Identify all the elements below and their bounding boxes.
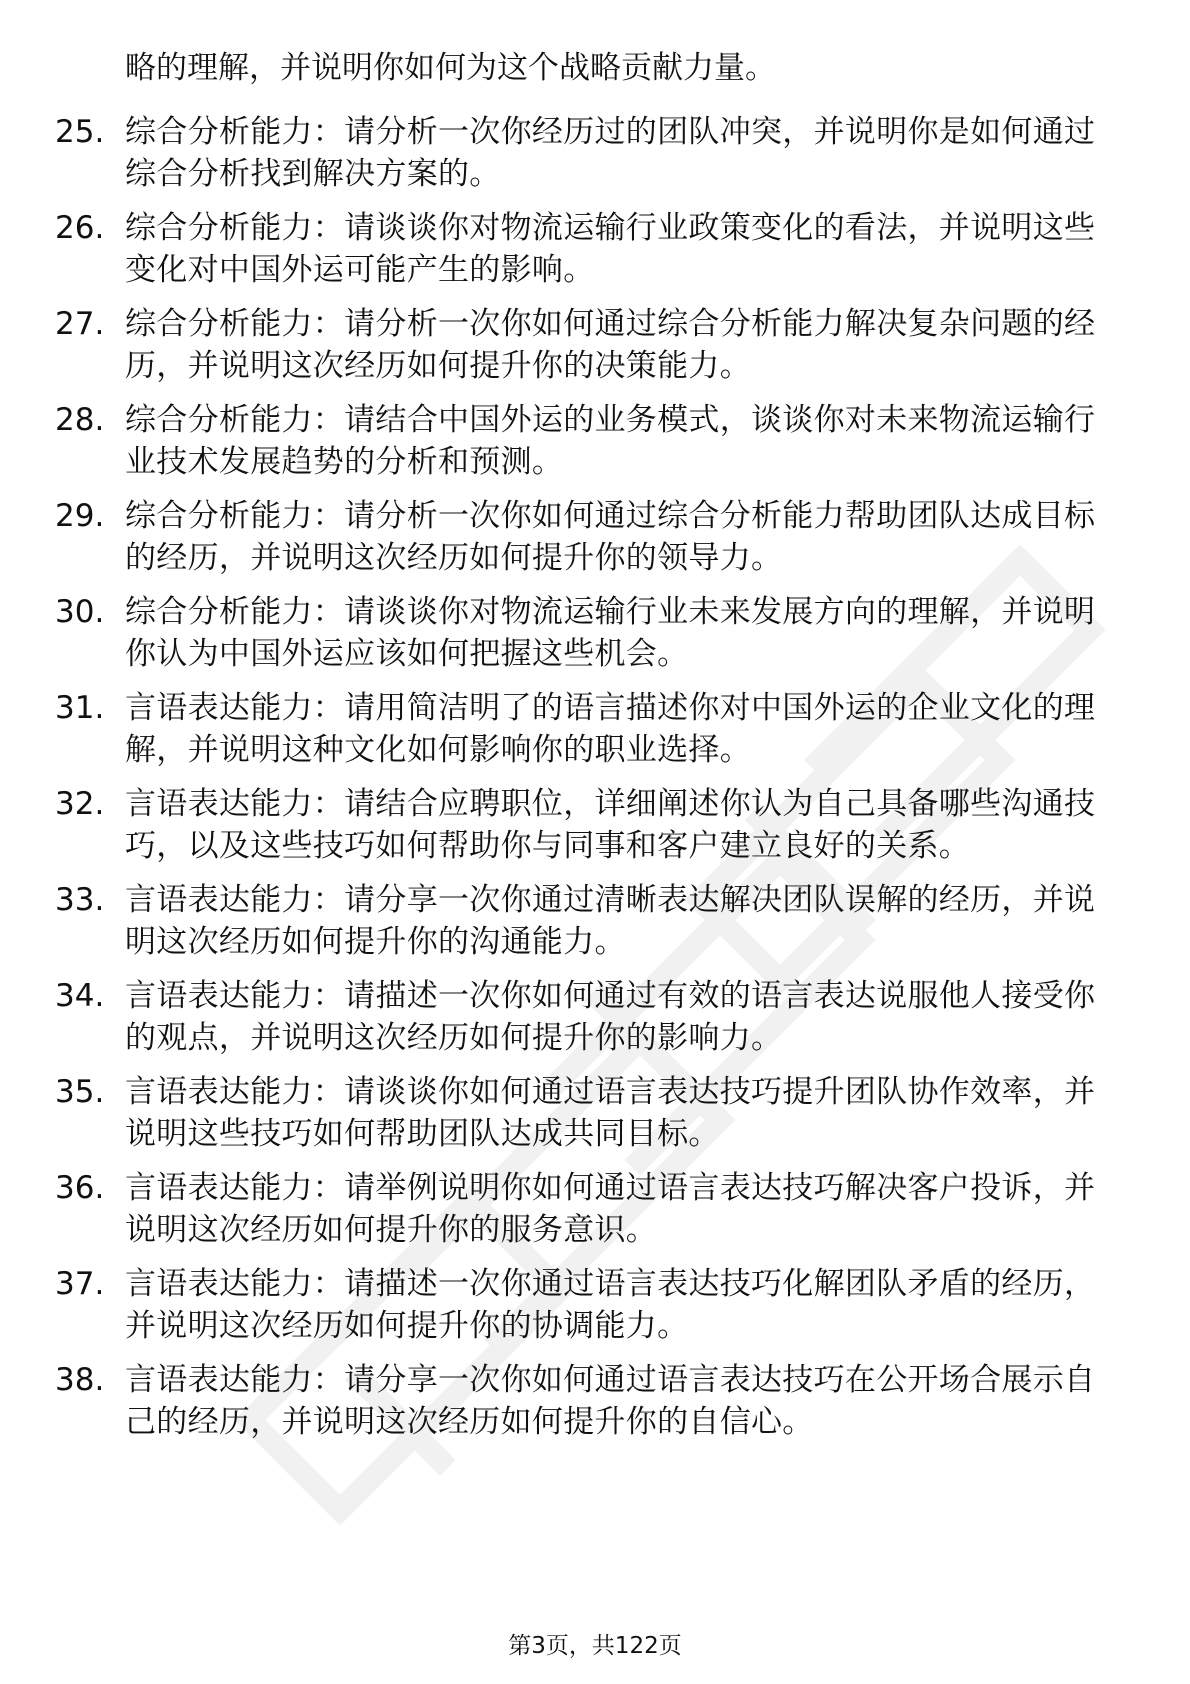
question-number: 27.: [55, 306, 105, 342]
question-number: 36.: [55, 1170, 105, 1206]
question-text: 综合分析能力：请谈谈你对物流运输行业未来发展方向的理解，并说明你认为中国外运应该如何把握这些机会。: [125, 594, 1096, 672]
question-text: 言语表达能力：请分享一次你如何通过语言表达技巧在公开场合展示自己的经历，并说明这次经历如何提升你的自信心。: [125, 1362, 1096, 1440]
question-number: 30.: [55, 594, 105, 630]
question-text: 综合分析能力：请分析一次你经历过的团队冲突，并说明你是如何通过综合分析找到解决方案的。: [125, 114, 1096, 192]
list-item: [55, 303, 1130, 387]
question-number: 26.: [55, 210, 105, 246]
question-number: 34.: [55, 978, 105, 1014]
continuation-text: 略的理解，并说明你如何为这个战略贡献力量。: [125, 50, 776, 86]
question-number: 38.: [55, 1362, 105, 1398]
question-text: 言语表达能力：请分享一次你通过清晰表达解决团队误解的经历，并说明这次经历如何提升你的沟通能力。: [125, 882, 1096, 960]
question-text: 言语表达能力：请描述一次你通过语言表达技巧化解团队矛盾的经历，并说明这次经历如何提升你的协调能力。: [125, 1266, 1096, 1344]
list-item: [55, 975, 1130, 1059]
question-text: 言语表达能力：请描述一次你如何通过有效的语言表达说服他人接受你的观点，并说明这次经历如何提升你的影响力。: [125, 978, 1096, 1056]
list-item: [55, 879, 1130, 963]
list-item: [55, 111, 1130, 195]
question-number: 31.: [55, 690, 105, 726]
question-number: 28.: [55, 402, 105, 438]
list-item: [55, 783, 1130, 867]
question-text: 言语表达能力：请用简洁明了的语言描述你对中国外运的企业文化的理解，并说明这种文化如何影响你的职业选择。: [125, 690, 1096, 768]
question-text: 言语表达能力：请结合应聘职位，详细阐述你认为自己具备哪些沟通技巧，以及这些技巧如何帮助你与同事和客户建立良好的关系。: [125, 786, 1096, 864]
list-item: [55, 207, 1130, 291]
question-list: [55, 111, 1130, 1455]
question-text: 综合分析能力：请分析一次你如何通过综合分析能力解决复杂问题的经历，并说明这次经历如何提升你的决策能力。: [125, 306, 1096, 384]
question-text: 综合分析能力：请分析一次你如何通过综合分析能力帮助团队达成目标的经历，并说明这次经历如何提升你的领导力。: [125, 498, 1096, 576]
list-item: [55, 1167, 1130, 1251]
question-text: 言语表达能力：请谈谈你如何通过语言表达技巧提升团队协作效率，并说明这些技巧如何帮助团队达成共同目标。: [125, 1074, 1096, 1152]
page-footer: 第3页，共122页: [508, 1633, 682, 1659]
question-text: 综合分析能力：请谈谈你对物流运输行业政策变化的看法，并说明这些变化对中国外运可能产生的影响。: [125, 210, 1096, 288]
list-item: [55, 1359, 1130, 1443]
question-number: 37.: [55, 1266, 105, 1302]
question-text: 言语表达能力：请举例说明你如何通过语言表达技巧解决客户投诉，并说明这次经历如何提升你的服务意识。: [125, 1170, 1096, 1248]
list-item: [55, 591, 1130, 675]
list-item: [55, 687, 1130, 771]
question-number: 33.: [55, 882, 105, 918]
question-number: 29.: [55, 498, 105, 534]
list-item: [55, 1071, 1130, 1155]
list-item: [55, 495, 1130, 579]
question-number: 32.: [55, 786, 105, 822]
question-number: 25.: [55, 114, 105, 150]
question-number: 35.: [55, 1074, 105, 1110]
list-item: [55, 1263, 1130, 1347]
question-text: 综合分析能力：请结合中国外运的业务模式，谈谈你对未来物流运输行业技术发展趋势的分析和预测。: [125, 402, 1096, 480]
list-item: [55, 399, 1130, 483]
